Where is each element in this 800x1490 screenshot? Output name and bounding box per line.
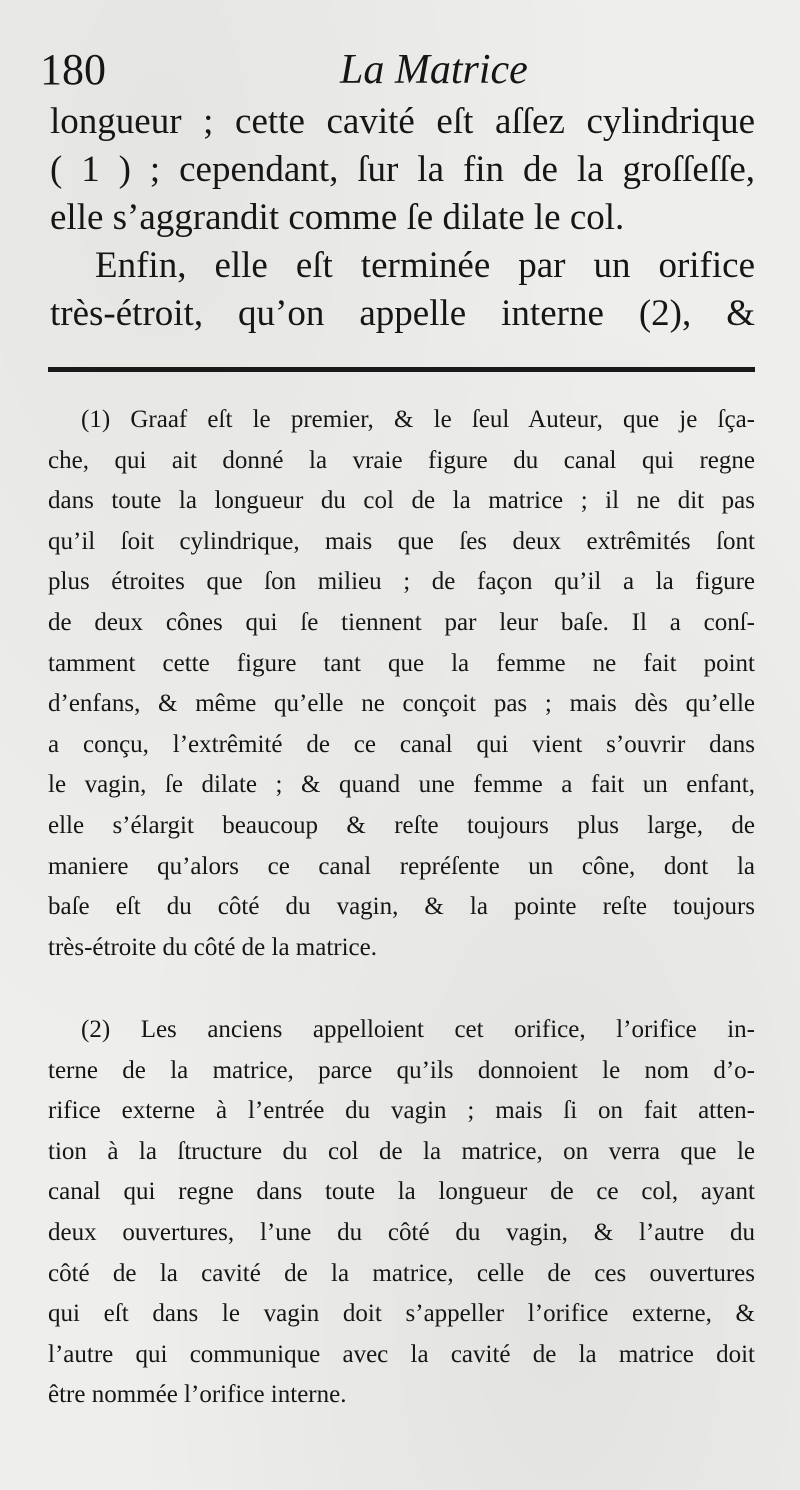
footnote-line: d’enfans, & même qu’elle ne conçoit pas ; mais dès qu’elle <box>48 690 755 718</box>
footnote-2 <box>48 1010 755 1416</box>
footnote-line: a conçu, l’extrêmité de ce canal qui vient s’ouvrir dans <box>48 730 755 758</box>
footnote-line: plus étroites que ſon milieu ; de façon qu’il a la figure <box>48 568 755 596</box>
footnote-line: tamment cette figure tant que la femme ne fait point <box>48 649 755 677</box>
footnote-line: (1) Graaf eſt le premier, & le ſeul Auteur, que je ſça- <box>81 406 755 433</box>
footnote-line: maniere qu’alors ce canal repréſente un cône, dont la <box>48 852 755 880</box>
footnote-line: (2) Les anciens appelloient cet orifice, l’orifice in- <box>81 1016 755 1043</box>
footnote-separator-rule <box>48 367 755 372</box>
main-text-line: Enfin, elle eſt terminée par un orifice <box>95 245 755 286</box>
running-title: La Matrice <box>340 47 528 93</box>
main-text-line: très-étroit, qu’on appelle interne (2), & <box>50 293 755 334</box>
footnote-line: deux ouvertures, l’une du côté du vagin, & l’autre du <box>48 1218 755 1246</box>
footnote-line: elle s’élargit beaucoup & reſte toujours plus large, de <box>48 811 755 839</box>
main-text-block <box>50 98 755 338</box>
footnote-1 <box>48 400 755 968</box>
main-text-line: elle s’aggrandit comme ſe dilate le col. <box>50 197 625 238</box>
footnote-line: dans toute la longueur du col de la matrice ; il ne dit pas <box>48 487 755 515</box>
main-text-line: longueur ; cette cavité eſt aſſez cylindrique <box>50 101 755 142</box>
main-text-line: ( 1 ) ; cependant, ſur la fin de la groſſeſſe, <box>50 149 755 190</box>
footnote-line: qui eſt dans le vagin doit s’appeller l’orifice externe, & <box>48 1300 755 1328</box>
footnote-line: de deux cônes qui ſe tiennent par leur baſe. Il a conſ- <box>48 608 755 636</box>
footnote-line: canal qui regne dans toute la longueur de ce col, ayant <box>48 1178 755 1206</box>
footnote-line: être nommée l’orifice interne. <box>48 1381 347 1409</box>
footnote-line: très-étroite du côté de la matrice. <box>48 933 378 961</box>
footnote-line: côté de la cavité de la matrice, celle de ces ouvertures <box>48 1259 755 1287</box>
footnote-line: le vagin, ſe dilate ; & quand une femme a fait un enfant, <box>48 771 755 799</box>
footnote-line: terne de la matrice, parce qu’ils donnoient le nom d’o- <box>48 1056 755 1084</box>
footnote-line: che, qui ait donné la vraie figure du canal qui regne <box>48 446 755 474</box>
page-header <box>40 40 760 100</box>
footnote-line: tion à la ſtructure du col de la matrice, on verra que le <box>48 1137 755 1165</box>
footnote-line: baſe eſt du côté du vagin, & la pointe reſte toujours <box>48 893 755 921</box>
footnote-line: l’autre qui communique avec la cavité de la matrice doit <box>48 1340 755 1368</box>
footnote-line: qu’il ſoit cylindrique, mais que ſes deux extrêmités ſont <box>48 527 755 555</box>
page-number: 180 <box>40 45 106 94</box>
footnote-line: rifice externe à l’entrée du vagin ; mais ſi on fait atten- <box>48 1097 755 1125</box>
